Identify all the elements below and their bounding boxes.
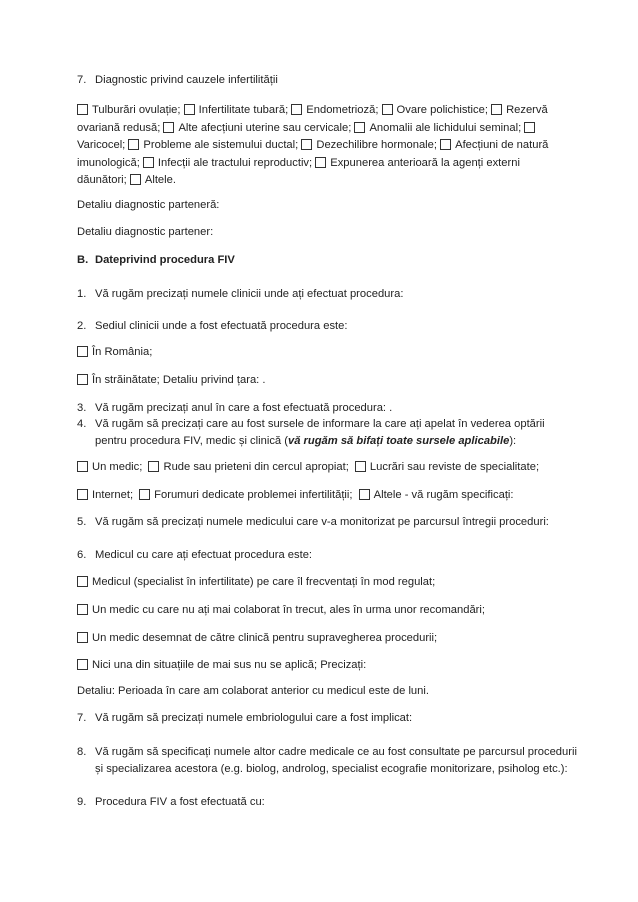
q8-question-line2: și specializarea acestora (e.g. biolog, androlog, specialist ecografie monitorizare, psiholog etc.): [95,763,568,775]
checkbox-rude-prieteni[interactable] [148,461,159,472]
cause-label: Tulburări ovulație; [92,104,181,116]
q7b-number: 7. [77,712,87,724]
checkbox-infectii-tract[interactable] [143,157,154,168]
option-label: Forumuri dedicate problemei infertilității; [154,489,353,501]
checkbox-rezerva-ovariana[interactable] [491,104,502,115]
checkbox-romania[interactable] [77,346,88,357]
checkbox-afectiuni-uterine[interactable] [163,122,174,133]
causes-checklist [77,102,569,190]
cause-label: Infertilitate tubară; [198,104,289,116]
checkbox-strainatate[interactable] [77,374,88,385]
q7b-question: Vă rugăm să precizați numele embriologului care a fost implicat: [95,712,413,724]
checkbox-forumuri[interactable] [139,489,150,500]
q4-options-row1 [77,459,578,475]
checkbox-internet[interactable] [77,489,88,500]
checkbox-varicocel[interactable] [524,122,535,133]
option-label: Rude sau prieteni din cercul apropiat; [163,461,349,473]
section-b-letter: B. [77,254,89,266]
cause-label: Alte afecțiuni uterine sau cervicale; [178,121,352,134]
cause-label: Ovare polichistice; [396,104,488,116]
cause-label: Rezervă ovariană redusă; [77,104,548,134]
q2-number: 2. [77,320,87,332]
checkbox-expunere-agenti[interactable] [315,157,326,168]
checkbox-sistem-ductal[interactable] [128,139,139,150]
q6-option-2 [77,602,578,618]
q2-option-romania [77,344,578,360]
q6-option-4 [77,657,578,673]
detail-partnera-label: Detaliu diagnostic parteneră: [77,199,220,211]
checkbox-un-medic[interactable] [77,461,88,472]
checkbox-lucrari-reviste[interactable] [355,461,366,472]
q4-question-line1: Vă rugăm să precizați care au fost sursele de informare la care ați apelat în vederea optării [95,418,545,430]
cause-label: Endometrioză; [306,104,379,116]
q6-number: 6. [77,549,87,561]
q4-number: 4. [77,418,87,430]
q5-question: Vă rugăm să precizați numele medicului care v-a monitorizat pe parcursul întregii proceduri: [95,516,549,528]
option-label: Un medic; [92,461,143,473]
detail-partener-label: Detaliu diagnostic partener: [77,226,214,238]
checkbox-medic-regulat[interactable] [77,576,88,587]
checkbox-infertilitate-tubara[interactable] [184,104,195,115]
cause-label: Infecții ale tractului reproductiv; [157,156,313,169]
checkbox-dezechilibre-hormonale[interactable] [301,139,312,150]
checkbox-nici-una[interactable] [77,659,88,670]
option-label: Medicul (specialist în infertilitate) pe care îl frecventați în mod regulat; [92,576,436,588]
checkbox-endometrioza[interactable] [291,104,302,115]
option-label: În România; [92,346,153,358]
checkbox-lichid-seminal[interactable] [354,122,365,133]
q7a-question: Diagnostic privind cauzele infertilității [95,74,278,86]
checkbox-tulburari-ovulatie[interactable] [77,104,88,115]
q4-options-row2 [77,487,578,503]
option-label: Altele - vă rugăm specificați: [373,489,514,501]
q8-number: 8. [77,746,87,758]
checkbox-altele[interactable] [130,174,141,185]
q2-question: Sediul clinicii unde a fost efectuată procedura este: [95,320,348,332]
q1-number: 1. [77,288,87,300]
section-b-title: Dateprivind procedura FIV [95,254,235,266]
cause-label: Altele. [144,174,176,186]
checkbox-ovare-polichistice[interactable] [382,104,393,115]
option-label: În străinătate; Detaliu privind țara: . [92,374,266,386]
q3-number: 3. [77,402,87,414]
option-label: Internet; [92,489,134,501]
cause-label: Probleme ale sistemului ductal; [143,139,299,151]
option-label: Un medic desemnat de către clinică pentru supravegherea procedurii; [92,632,438,644]
q4-instruction: vă rugăm să bifați toate sursele aplicabile [287,435,510,447]
option-label: Nici una din situațiile de mai sus nu se aplică; Precizați: [92,659,367,671]
cause-label: Expunerea anterioară la agenți externi dăunători; [77,156,520,186]
cause-label: Afecțiuni de natură imunologică; [77,139,549,169]
option-label: Lucrări sau reviste de specialitate; [369,461,540,473]
q5-number: 5. [77,516,87,528]
checkbox-medic-recomandat[interactable] [77,604,88,615]
q2-option-strainatate [77,372,578,388]
q6-question: Medicul cu care ați efectuat procedura este: [95,549,313,561]
q9-number: 9. [77,796,87,808]
cause-label: Anomalii ale lichidului seminal; [369,121,522,134]
option-label: Un medic cu care nu ați mai colaborat în trecut, ales în urma unor recomandări; [92,604,485,616]
checkbox-medic-clinica[interactable] [77,632,88,643]
q6-option-1 [77,574,578,590]
q6-detail: Detaliu: Perioada în care am colaborat anterior cu medicul este de luni. [77,685,429,697]
q4-question-line2: pentru procedura FIV, medic și clinică (vă rugăm să bifați toate sursele aplicabile): [95,435,517,447]
cause-label: Dezechilibre hormonale; [316,139,437,151]
q3-question: Vă rugăm precizați anul în care a fost efectuată procedura: . [95,402,393,414]
checkbox-altele-surse[interactable] [359,489,370,500]
q8-question-line1: Vă rugăm să specificați numele altor cadre medicale ce au fost consultate pe parcursul procedurii [95,746,577,758]
checkbox-afectiuni-imunologice[interactable] [440,139,451,150]
q9-question: Procedura FIV a fost efectuată cu: [95,796,265,808]
cause-label: Varicocel; [77,139,126,151]
q7a-number: 7. [77,74,87,86]
q1-question: Vă rugăm precizați numele clinicii unde ați efectuat procedura: [95,288,404,300]
q6-option-3 [77,630,578,646]
